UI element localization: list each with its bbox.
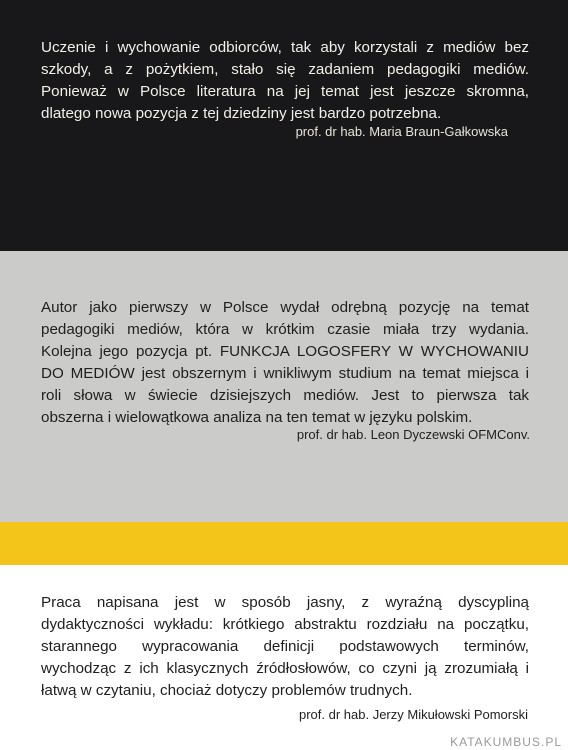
review-author-3: prof. dr hab. Jerzy Mikułowski Pomorski (298, 707, 528, 722)
watermark: KATAKUMBUS.PL (450, 735, 562, 749)
quote-line: Uczenie i wychowanie odbiorców, tak aby korzystali z mediów bez (41, 39, 529, 56)
quote-line: Praca napisana jest w sposób jasny, z wyraźną dyscypliną (41, 594, 529, 611)
quote-line: łatwą w czytaniu, chociaż dotyczy problemów trudnych. (41, 682, 413, 699)
quote-line: starannego wypracowania definicji podstawowych terminów, (41, 638, 529, 655)
quote-line: Kolejna jego pozycja pt. FUNKCJA LOGOSFERY W WYCHOWANIU (41, 343, 529, 360)
review-quote-2 (41, 297, 529, 429)
quote-line: dydaktyczności wykładu: krótkiego abstraktu rozdziału na początku, (41, 616, 529, 633)
review-quote-3 (41, 592, 529, 702)
quote-line: Autor jako pierwszy w Polsce wydał odrębną pozycję na temat (41, 299, 529, 316)
quote-line: dlatego nowa pozycja z tej dziedziny jest bardzo potrzebna. (41, 105, 442, 122)
review-quote-1 (41, 37, 529, 125)
review-author-1: prof. dr hab. Maria Braun-Gałkowska (295, 124, 508, 139)
quote-line: DO MEDIÓW jest obszernym i wnikliwym studium na temat miejsca i (41, 365, 529, 382)
quote-line: roli słowa w świecie dzisiejszych mediów. Jest to pierwsza tak (41, 387, 529, 404)
yellow-accent-band (0, 522, 568, 565)
quote-line: szkody, a z pożytkiem, stało się zadaniem pedagogiki mediów. (41, 61, 529, 78)
review-author-2: prof. dr hab. Leon Dyczewski OFMConv. (296, 427, 530, 442)
quote-line: pedagogiki mediów, która w krótkim czasie miała trzy wydania. (41, 321, 529, 338)
quote-line: Ponieważ w Polsce literatura na jej temat jest jeszcze skromna, (41, 83, 529, 100)
quote-line: obszerna i wielowątkowa analiza na ten temat w języku polskim. (41, 409, 473, 426)
quote-line: wychodząc z ich klasycznych źródłosłowów, co czyni ją zrozumiałą i (41, 660, 529, 677)
